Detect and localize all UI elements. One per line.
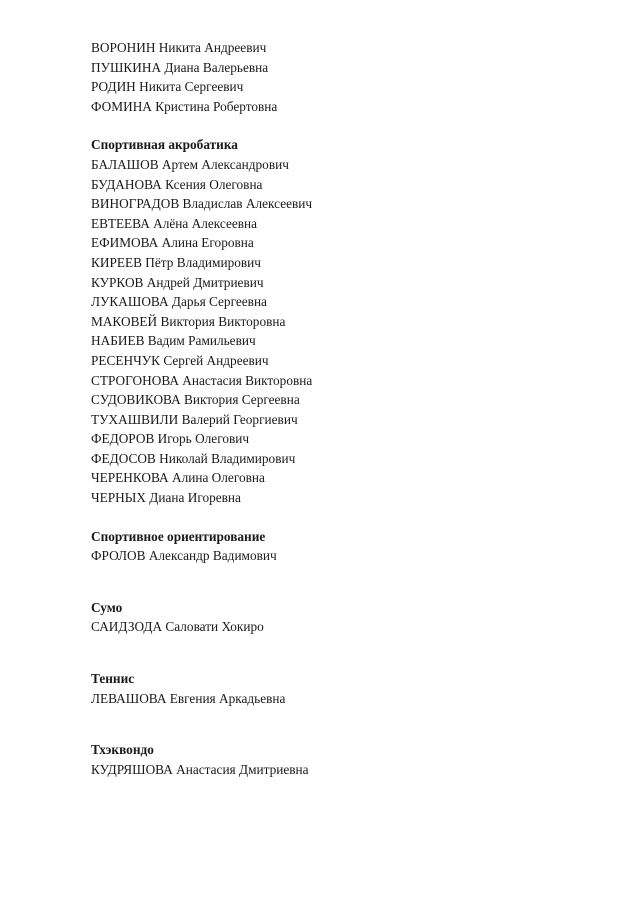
list-item: МАКОВЕЙ Виктория Викторовна <box>91 313 286 329</box>
list-item: ФОМИНА Кристина Робертовна <box>91 98 278 114</box>
list-item: СТРОГОНОВА Анастасия Викторовна <box>91 372 313 388</box>
section-heading: Спортивная акробатика <box>91 137 238 153</box>
list-item: ЧЕРЕНКОВА Алина Олеговна <box>91 470 265 486</box>
list-item: КУДРЯШОВА Анастасия Дмитриевна <box>91 761 309 777</box>
list-item: ЧЕРНЫХ Диана Игоревна <box>91 490 241 506</box>
list-item: ЕФИМОВА Алина Егоровна <box>91 235 254 251</box>
list-item: РЕСЕНЧУК Сергей Андреевич <box>91 352 269 368</box>
list-item: КУРКОВ Андрей Дмитриевич <box>91 274 264 290</box>
list-item: БУДАНОВА Ксения Олеговна <box>91 176 263 192</box>
section-taekwondo <box>91 740 611 779</box>
document-page <box>91 38 611 779</box>
list-item: БАЛАШОВ Артем Александрович <box>91 156 289 172</box>
section-heading: Сумо <box>91 599 123 615</box>
list-item: ТУХАШВИЛИ Валерий Георгиевич <box>91 411 298 427</box>
list-item: ЛУКАШОВА Дарья Сергеевна <box>91 294 267 310</box>
section-heading: Тхэквондо <box>91 742 154 758</box>
section-heading: Теннис <box>91 671 135 687</box>
section-heading: Спортивное ориентирование <box>91 528 266 544</box>
intro-list <box>91 38 611 116</box>
list-item: ЕВТЕЕВА Алёна Алексеевна <box>91 215 258 231</box>
list-item: СУДОВИКОВА Виктория Сергеевна <box>91 392 300 408</box>
list-item: КИРЕЕВ Пётр Владимирович <box>91 254 261 270</box>
list-item: ФЕДОРОВ Игорь Олегович <box>91 431 250 447</box>
section-acrobatics <box>91 135 611 507</box>
list-item: ФЕДОСОВ Николай Владимирович <box>91 450 296 466</box>
list-item: РОДИН Никита Сергеевич <box>91 79 244 95</box>
list-item: ЛЕВАШОВА Евгения Аркадьевна <box>91 690 286 706</box>
section-orienteering <box>91 527 611 566</box>
list-item: ВИНОГРАДОВ Владислав Алексеевич <box>91 196 313 212</box>
list-item: САИДЗОДА Саловати Хокиро <box>91 619 264 635</box>
section-tennis <box>91 669 611 708</box>
list-item: НАБИЕВ Вадим Рамильевич <box>91 333 256 349</box>
list-item: ФРОЛОВ Александр Вадимович <box>91 548 277 564</box>
list-item: ПУШКИНА Диана Валерьевна <box>91 59 269 75</box>
section-sumo <box>91 598 611 637</box>
list-item: ВОРОНИН Никита Андреевич <box>91 40 267 55</box>
